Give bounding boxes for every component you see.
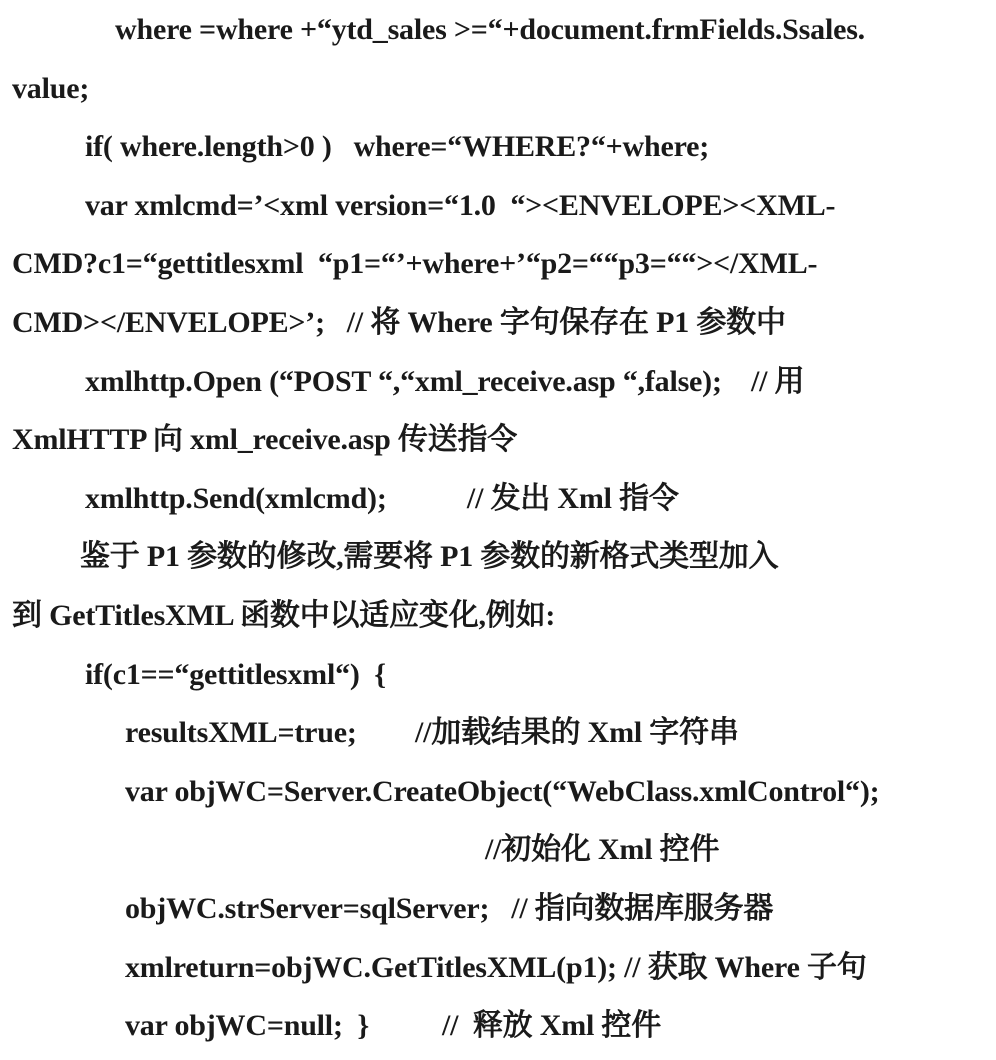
code-line: if( where.length>0 ) where=“WHERE?“+where; xyxy=(85,130,710,163)
code-line: XmlHTTP 向 xml_receive.asp 传送指令 xyxy=(12,423,518,456)
code-line: var objWC=null; } // 释放 Xml 控件 xyxy=(125,1009,662,1042)
code-line: where =where +“ytd_sales >=“+document.frmFields.Ssales. xyxy=(115,13,865,46)
code-line: objWC.strServer=sqlServer; // 指向数据库服务器 xyxy=(125,892,774,925)
code-line: var objWC=Server.CreateObject(“WebClass.xmlControl“); xyxy=(125,775,880,808)
code-line: //初始化 Xml 控件 xyxy=(485,833,720,866)
code-line: var xmlcmd=’<xml version=“1.0 “><ENVELOPE><XML- xyxy=(85,189,836,222)
code-line: CMD></ENVELOPE>’; // 将 Where 字句保存在 P1 参数中 xyxy=(12,306,786,339)
code-line: resultsXML=true; //加载结果的 Xml 字符串 xyxy=(125,716,739,749)
paragraph-line: 到 GetTitlesXML 函数中以适应变化,例如: xyxy=(12,599,556,632)
code-line: CMD?c1=“gettitlesxml “p1=“’+where+’“p2=““p3=““></XML- xyxy=(12,247,818,280)
code-line: if(c1==“gettitlesxml“) { xyxy=(85,658,386,691)
code-line: xmlhttp.Open (“POST “,“xml_receive.asp “,false); // 用 xyxy=(85,365,805,398)
paragraph-line: 鉴于 P1 参数的修改,需要将 P1 参数的新格式类型加入 xyxy=(80,540,779,573)
code-line: value; xyxy=(12,72,90,105)
code-line: xmlhttp.Send(xmlcmd); // 发出 Xml 指令 xyxy=(85,482,679,515)
code-line: xmlreturn=objWC.GetTitlesXML(p1); // 获取 Where 子句 xyxy=(125,951,867,984)
